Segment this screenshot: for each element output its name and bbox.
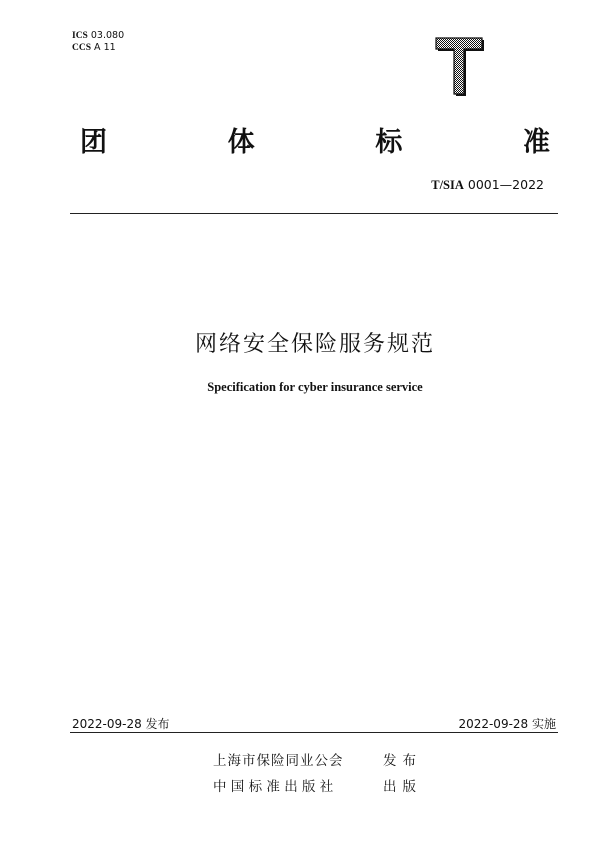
ics-value: 03.080 [90, 30, 125, 41]
footer-divider [70, 732, 558, 733]
ccs-value: A 11 [94, 42, 116, 53]
standard-number [431, 177, 544, 193]
classification-codes [72, 30, 124, 54]
title-english: Specification for cyber insurance service [207, 380, 423, 394]
standard-type-char: 体 [227, 127, 255, 158]
publisher-action: 出版 [383, 779, 422, 795]
publisher-name: 中国标准出版社 [213, 779, 338, 795]
ccs-code [72, 42, 124, 54]
ccs-label: CCS [72, 43, 92, 53]
standard-number-value: 0001—2022 [467, 177, 544, 192]
standard-number-prefix: T/SIA [431, 178, 464, 192]
issuer-action: 发布 [383, 753, 422, 769]
standard-type-heading [80, 120, 550, 156]
t-logo-graphic [434, 36, 486, 96]
header-divider [70, 213, 558, 214]
ics-code [72, 30, 124, 42]
standard-type-char: 准 [522, 127, 550, 158]
t-logo [434, 36, 486, 96]
implement-date: 2022-09-28 实施 [458, 717, 556, 731]
publish-date: 2022-09-28 发布 [72, 717, 170, 731]
standard-type-char: 团 [80, 127, 107, 158]
title-chinese: 网络安全保险服务规范 [194, 332, 435, 357]
ics-label: ICS [72, 31, 88, 41]
standard-type-char: 标 [375, 127, 403, 158]
issuer-name: 上海市保险同业公会 [213, 753, 344, 769]
